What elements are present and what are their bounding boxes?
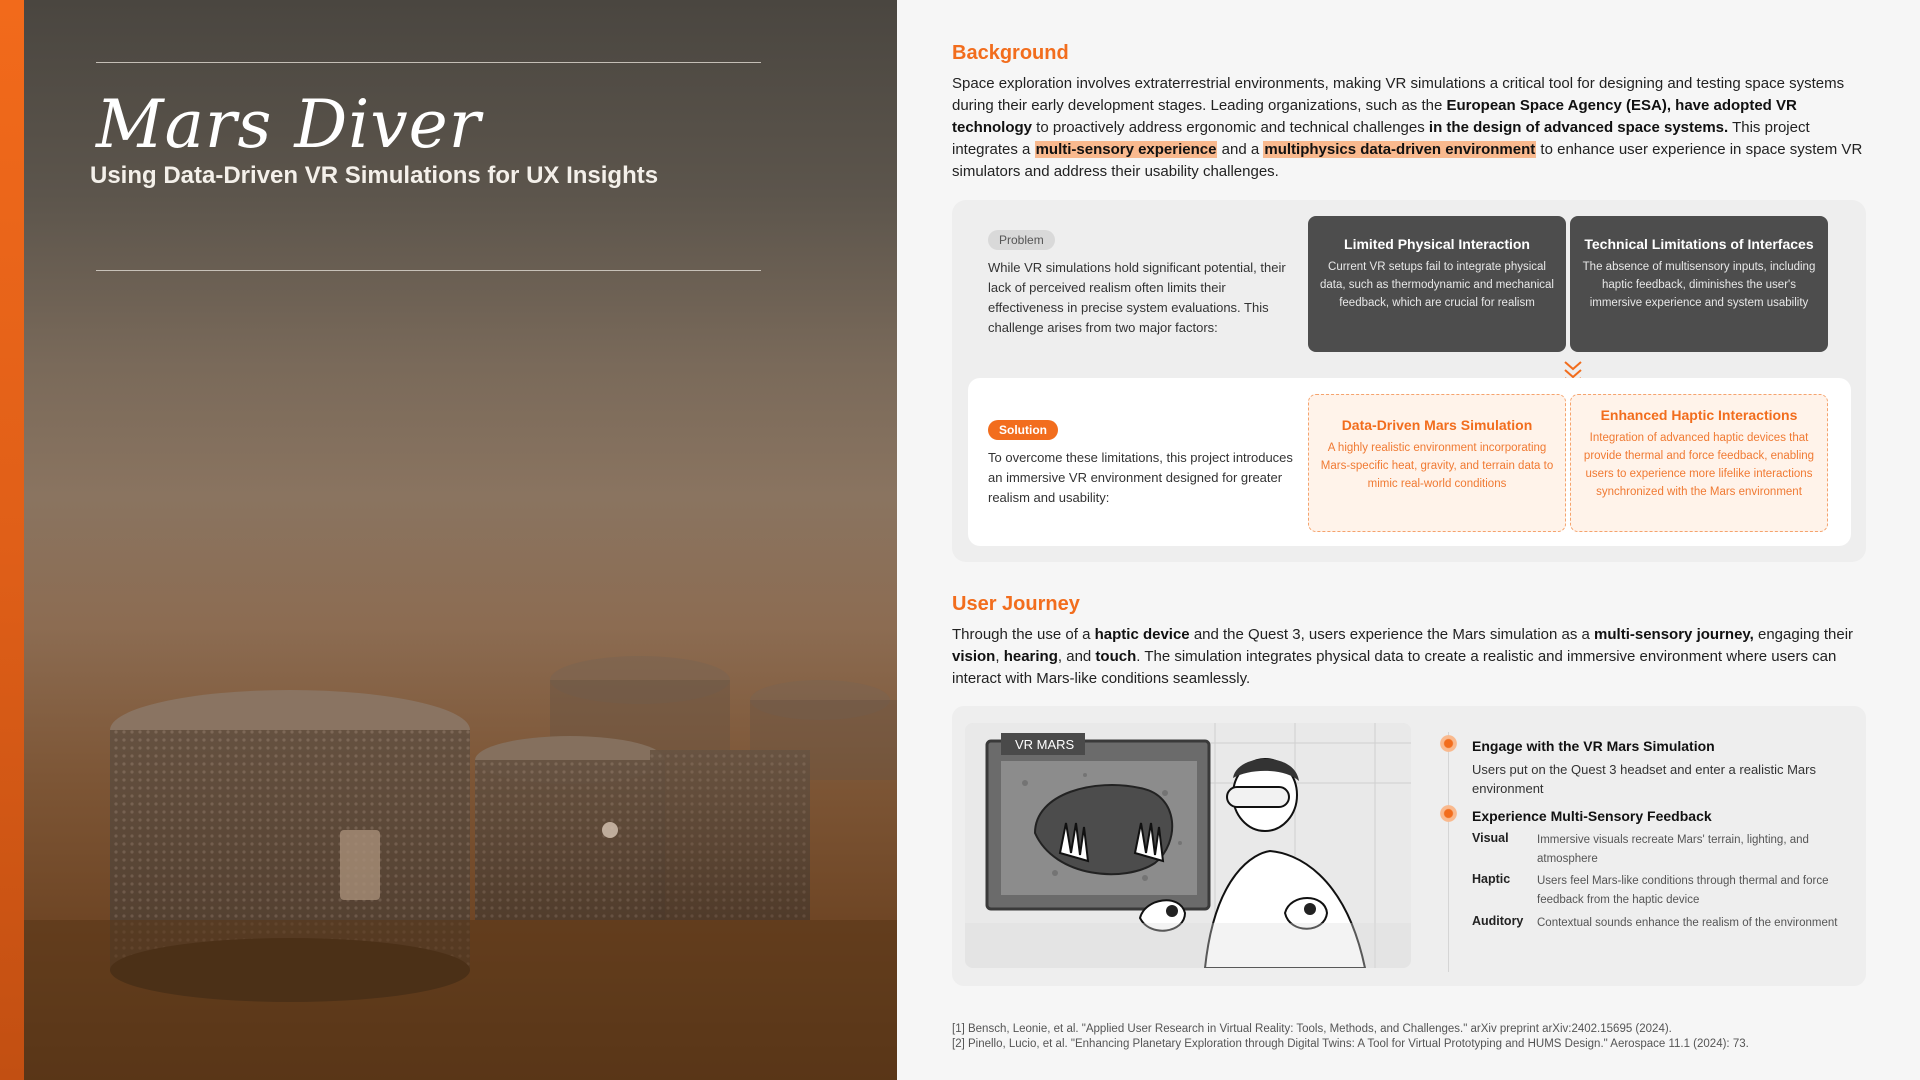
user-journey-paragraph: Through the use of a haptic device and the Quest 3, users experience the Mars simulation as a multi-sensory journey, engaging their vision, hearing, and touch. The simulation integrates physical data to create a realistic and immersive environment where users can interact with Mars-like conditions seamlessly. bbox=[952, 626, 1854, 687]
sense-label-visual: Visual bbox=[1472, 831, 1509, 845]
reference-item: [1] Bensch, Leonie, et al. "Applied User Research in Virtual Reality: Tools, Methods, and Challenges." arXiv preprint arXiv:2402.15695 (2024). bbox=[952, 1023, 1672, 1035]
problem-box-interface-limitations bbox=[1570, 216, 1828, 352]
background-paragraph: Space exploration involves extraterrestrial environments, making VR simulations a critical tool for designing and testing space systems during their early development stages. Leading organizations, such as the European Space Agency (ESA), have adopted VR technology to proactively address ergonomic and technical challenges in the design of advanced space systems. This project integrates a multi-sensory experience and a multiphysics data-driven environment to enhance user experience in space system VR simulators and address their usability challenges. bbox=[952, 75, 1863, 180]
mars-habitat-image bbox=[0, 560, 897, 1080]
sense-description-auditory: Contextual sounds enhance the realism of the environment bbox=[1537, 917, 1838, 929]
user-journey-card bbox=[952, 706, 1866, 986]
problem-description: While VR simulations hold significant potential, their lack of perceived realism often limits their effectiveness in precise system evaluations. This challenge arises from two major factors: bbox=[988, 260, 1286, 335]
page-subtitle: Using Data-Driven VR Simulations for UX Insights bbox=[90, 162, 659, 189]
sense-description-visual: Immersive visuals recreate Mars' terrain, lighting, and atmosphere bbox=[1537, 834, 1809, 865]
divider-bottom bbox=[96, 270, 761, 271]
problem-box-text: Current VR setups fail to integrate physical data, such as thermodynamic and mechanical feedback, which are crucial for realism bbox=[1320, 261, 1554, 309]
problem-badge: Problem bbox=[988, 230, 1055, 250]
timeline-line bbox=[1448, 732, 1449, 972]
timeline-dot-icon bbox=[1440, 735, 1457, 752]
sense-label-haptic: Haptic bbox=[1472, 872, 1511, 886]
sense-description-haptic: Users feel Mars-like conditions through thermal and force feedback from the haptic device bbox=[1537, 875, 1829, 906]
vr-user-illustration bbox=[965, 723, 1411, 968]
page-title: Mars Diver bbox=[96, 86, 482, 163]
problem-solution-card bbox=[952, 200, 1866, 562]
step-title-engage: Engage with the VR Mars Simulation bbox=[1472, 738, 1715, 754]
solution-box-haptic-interactions bbox=[1570, 394, 1828, 532]
divider-top bbox=[96, 62, 761, 63]
problem-box-title: Limited Physical Interaction bbox=[1344, 236, 1530, 252]
solution-box-text: A highly realistic environment incorporating Mars-specific heat, gravity, and terrain data to mimic real-world conditions bbox=[1320, 442, 1554, 490]
problem-box-physical-interaction bbox=[1308, 216, 1566, 352]
solution-description: To overcome these limitations, this project introduces an immersive VR environment designed for greater realism and usability: bbox=[988, 450, 1293, 505]
highlight-multi-sensory: multi-sensory experience bbox=[1035, 141, 1217, 158]
solution-badge: Solution bbox=[988, 420, 1058, 440]
sense-label-auditory: Auditory bbox=[1472, 914, 1524, 928]
accent-bar bbox=[0, 0, 24, 1080]
problem-box-text: The absence of multisensory inputs, including haptic feedback, diminishes the user's immersive experience and system usability bbox=[1582, 261, 1816, 309]
references bbox=[952, 1022, 1749, 1052]
background-heading: Background bbox=[952, 42, 1069, 64]
solution-box-title: Data-Driven Mars Simulation bbox=[1341, 417, 1533, 433]
user-journey-heading: User Journey bbox=[952, 593, 1080, 615]
content-panel bbox=[897, 0, 1920, 1080]
hero-panel bbox=[0, 0, 897, 1080]
solution-box-mars-simulation bbox=[1308, 394, 1566, 532]
step-title-feedback: Experience Multi-Sensory Feedback bbox=[1472, 808, 1712, 824]
timeline-dot-icon bbox=[1440, 805, 1457, 822]
solution-box-text: Integration of advanced haptic devices that provide thermal and force feedback, enabling users to experience more lifelike interactions synchronized with the Mars environment bbox=[1583, 432, 1815, 498]
highlight-multiphysics: multiphysics data-driven environment bbox=[1264, 141, 1536, 158]
problem-box-title: Technical Limitations of Interfaces bbox=[1584, 236, 1814, 252]
vr-mars-label: VR MARS bbox=[1015, 737, 1075, 752]
reference-item: [2] Pinello, Lucio, et al. "Enhancing Planetary Exploration through Digital Twins: A Tool for Virtual Prototyping and HUMS Design." Aerospace 11.1 (2024): 73. bbox=[952, 1038, 1749, 1050]
solution-box-title: Enhanced Haptic Interactions bbox=[1600, 407, 1798, 423]
step-description-engage: Users put on the Quest 3 headset and enter a realistic Mars environment bbox=[1472, 762, 1816, 796]
